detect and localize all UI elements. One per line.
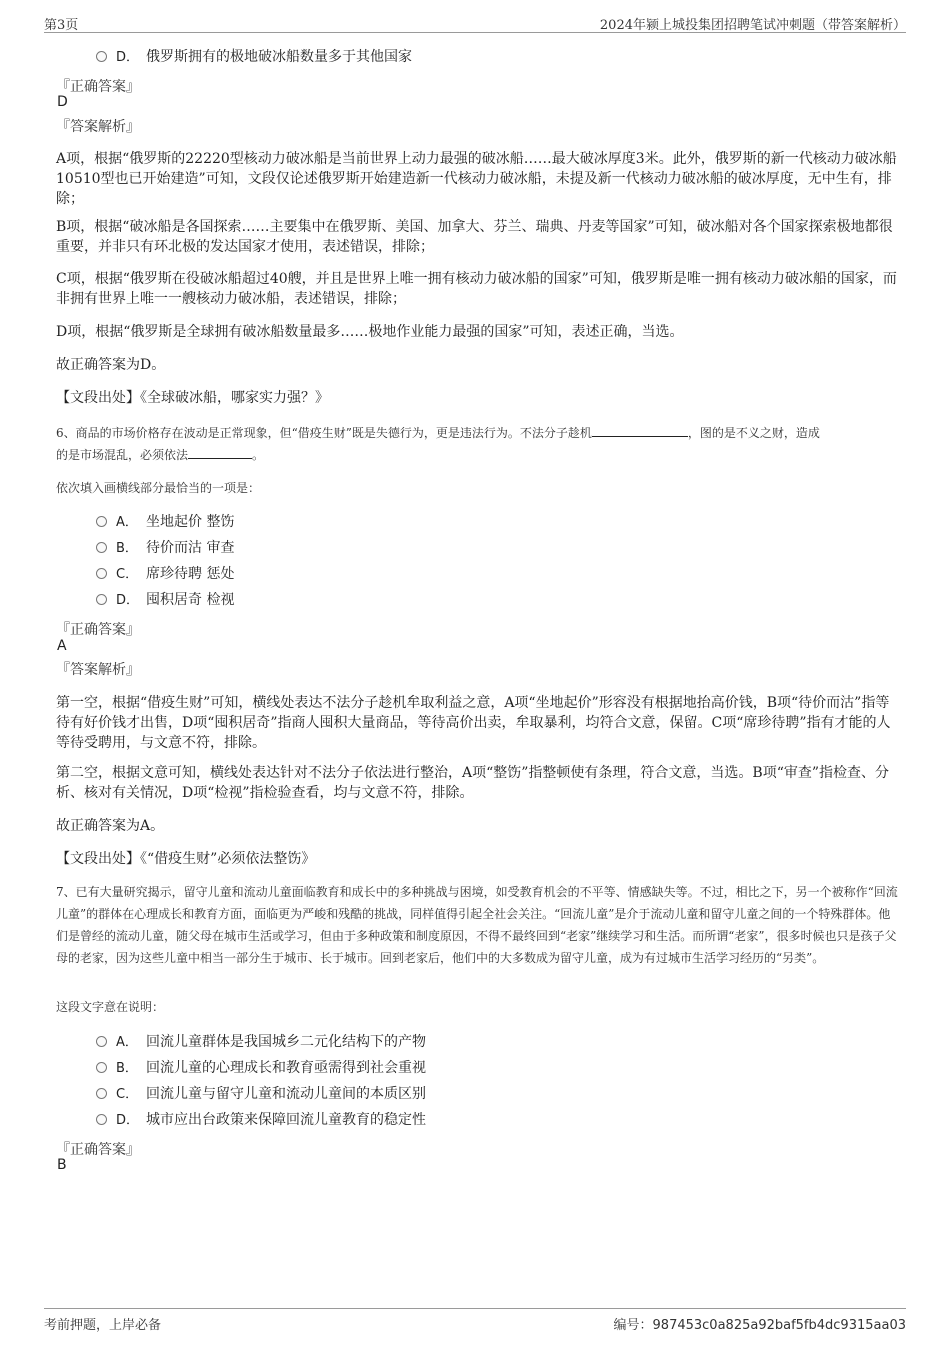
- blank-1: [592, 424, 688, 437]
- page-number: 第3页: [44, 18, 79, 33]
- q6-analysis-2: 第二空，根据文意可知，横线处表达针对不法分子依法进行整治，A项“整饬”指整顿使有条理，符合文意，当选。B项“审查”指检查、分析、核对有关情况，D项“检视”指检验查看，均与文意不符，排除。: [56, 765, 890, 801]
- q5-analysis-a: A项，根据“俄罗斯的22220型核动力破冰船是当前世界上动力最强的破冰船……最大破冰厚度3米。此外，俄罗斯的新一代核动力破冰船10510型也已开始建造”可知，文段仅论述俄罗斯开始建造新一代核动力破冰船，未提及新一代核动力破冰船的破冰厚度，无中生有，排除；: [56, 151, 897, 207]
- q7-option-c[interactable]: C． 回流儿童与留守儿童和流动儿童间的本质区别: [96, 1084, 426, 1104]
- q6-option-b[interactable]: B． 待价而沽 审查: [96, 538, 234, 558]
- q6-analysis-label: 『答案解析』: [56, 662, 140, 678]
- q7-option-a[interactable]: A． 回流儿童群体是我国城乡二元化结构下的产物: [96, 1032, 426, 1052]
- q6-correct-label: 『正确答案』: [56, 622, 140, 638]
- q6-analysis-1: 第一空，根据“借疫生财”可知，横线处表达不法分子趁机牟取利益之意，A项“坐地起价”形容没有根据地抬高价钱，B项“待价而沽”指等待有好价钱才出售，D项“囤积居奇”指商人囤积大量商品，等待高价出卖，牟取暴利，均符合文意，保留。C项“席珍待聘”指有才能的人等待受聘用，与文意不符，排除。: [56, 695, 891, 751]
- radio-icon[interactable]: [96, 568, 107, 579]
- q5-analysis-label: 『答案解析』: [56, 119, 140, 135]
- q5-analysis-b: B项，根据“破冰船是各国探索……主要集中在俄罗斯、美国、加拿大、芬兰、瑞典、丹麦等国家”可知，破冰船对各个国家探索极地都很重要，并非只有环北极的发达国家才使用，表述错误，排除；: [56, 219, 893, 255]
- q6-option-a[interactable]: A． 坐地起价 整饬: [96, 512, 234, 532]
- radio-icon[interactable]: [96, 542, 107, 553]
- radio-icon[interactable]: [96, 516, 107, 527]
- radio-icon[interactable]: [96, 1088, 107, 1099]
- q5-option-d[interactable]: D． 俄罗斯拥有的极地破冰船数量多于其他国家: [96, 47, 412, 67]
- document-id: 编号：987453c0a825a92baf5fb4dc9315aa03: [613, 1318, 906, 1333]
- radio-icon[interactable]: [96, 51, 107, 62]
- q7-correct-label: 『正确答案』: [56, 1142, 140, 1158]
- blank-2: [188, 446, 252, 459]
- q7-option-d[interactable]: D． 城市应出台政策来保障回流儿童教育的稳定性: [96, 1110, 426, 1130]
- page-footer: [44, 1308, 906, 1331]
- q7-prompt: 这段文字意在说明：: [56, 1000, 165, 1014]
- q5-analysis-c: C项，根据“俄罗斯在役破冰船超过40艘，并且是世界上唯一拥有核动力破冰船的国家”可知，俄罗斯是唯一拥有核动力破冰船的国家，而非拥有世界上唯一一艘核动力破冰船，表述错误，排除；: [56, 271, 897, 307]
- footer-slogan: 考前押题，上岸必备: [44, 1318, 162, 1333]
- page-header: [44, 12, 906, 33]
- q5-answer: D: [57, 94, 68, 110]
- q5-source: 【文段出处】《全球破冰船，哪家实力强？》: [56, 390, 329, 406]
- q6-answer: A: [57, 638, 67, 654]
- radio-icon[interactable]: [96, 1062, 107, 1073]
- radio-icon[interactable]: [96, 1114, 107, 1125]
- q5-correct-label: 『正确答案』: [56, 79, 140, 95]
- q6-source: 【文段出处】《“借疫生财”必须依法整饬》: [56, 851, 316, 867]
- document-title: 2024年颍上城投集团招聘笔试冲刺题（带答案解析）: [599, 18, 906, 33]
- q6-prompt: 依次填入画横线部分最恰当的一项是：: [56, 481, 261, 495]
- q6-option-d[interactable]: D． 囤积居奇 检视: [96, 590, 234, 610]
- radio-icon[interactable]: [96, 594, 107, 605]
- q7-option-b[interactable]: B． 回流儿童的心理成长和教育亟需得到社会重视: [96, 1058, 426, 1078]
- q7-answer: B: [57, 1157, 67, 1173]
- q7-stem: 7、已有大量研究揭示，留守儿童和流动儿童面临教育和成长中的多种挑战与困境，如受教育机会的不平等、情感缺失等。不过，相比之下，另一个被称作“回流儿童”的群体在心理成长和教育方面，面临更为严峻和残酷的挑战，同样值得引起全社会关注。“回流儿童”是介于流动儿童和留守儿童之间的一个特殊群体。他们是曾经的流动儿童，随父母在城市生活或学习，但由于多种政策和制度原因，不得不最终回到“老家”继续学习和生活。而所谓“老家”，很多时候也只是孩子父母的老家，因为这些儿童中相当一部分生于城市、长于城市。回到老家后，他们中的大多数成为留守儿童，成为有过城市生活学习经历的“另类”。: [56, 885, 898, 965]
- q5-analysis-d: D项，根据“俄罗斯是全球拥有破冰船数量最多……极地作业能力最强的国家”可知，表述正确，当选。: [56, 324, 684, 340]
- q6-option-c[interactable]: C． 席珍待聘 惩处: [96, 564, 234, 584]
- q5-conclusion: 故正确答案为D。: [56, 357, 166, 373]
- q6-conclusion: 故正确答案为A。: [56, 818, 165, 834]
- radio-icon[interactable]: [96, 1036, 107, 1047]
- q6-stem: 6、商品的市场价格存在波动是正常现象，但“借疫生财”既是失德行为，更是违法行为。不法分子趁机 ，图的是不义之财，造成 的是市场混乱，必须依法 。: [56, 426, 820, 462]
